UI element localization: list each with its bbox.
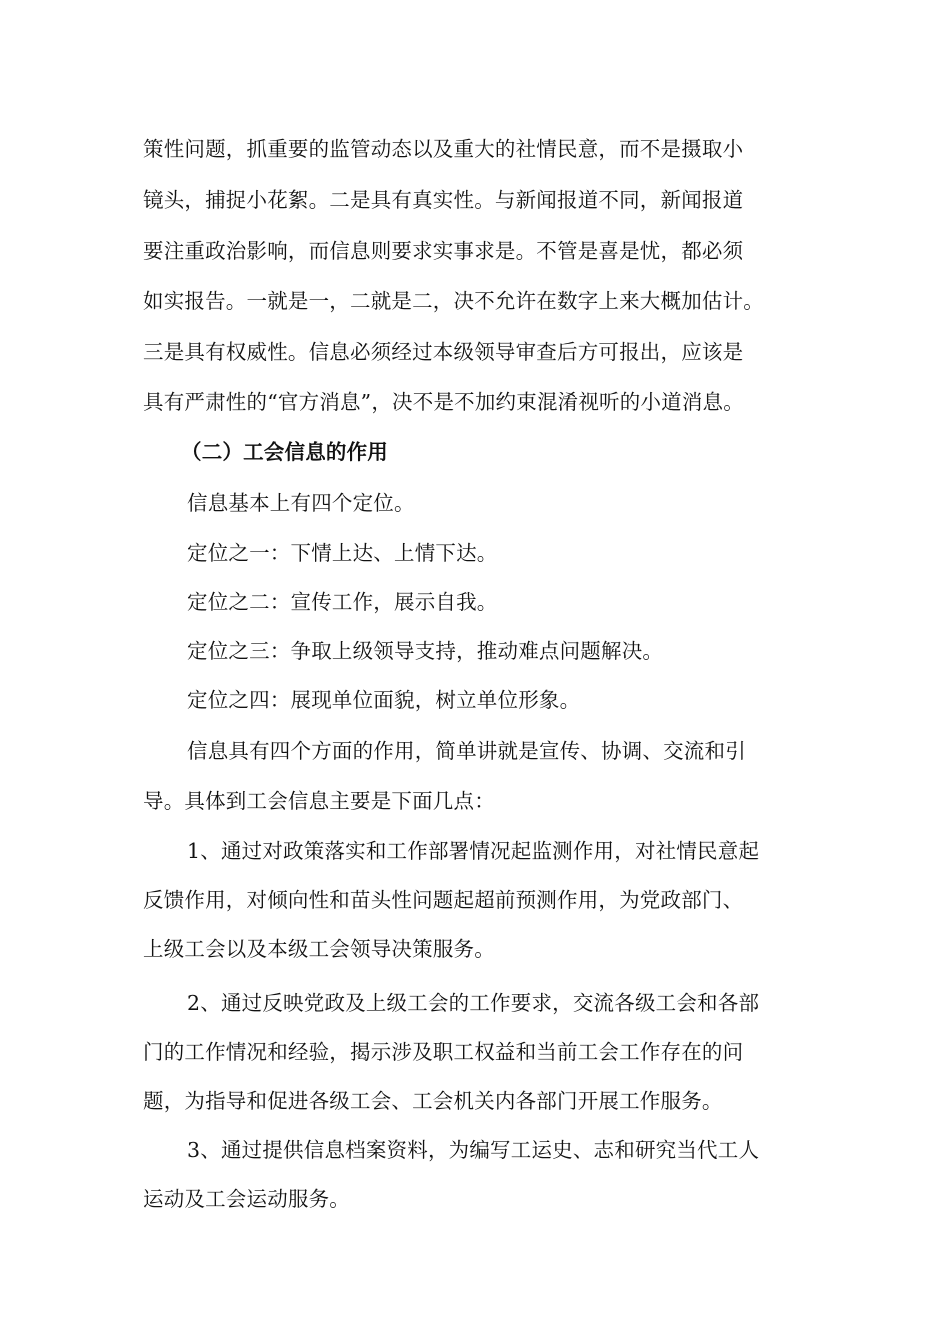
- numbered-item-line: 门的工作情况和经验，揭示涉及职工权益和当前工会工作存在的问: [143, 1040, 744, 1064]
- body-text-line: 信息基本上有四个定位。: [187, 491, 415, 515]
- positioning-item: 定位之一：下情上达、上情下达。: [187, 541, 498, 565]
- numbered-item-line: 题，为指导和促进各级工会、工会机关内各部门开展工作服务。: [143, 1089, 723, 1113]
- positioning-item: 定位之二：宣传工作，展示自我。: [187, 590, 498, 614]
- body-text-line: 三是具有权威性。信息必须经过本级领导审查后方可报出，应该是: [143, 340, 744, 364]
- positioning-item: 定位之四：展现单位面貌，树立单位形象。: [187, 688, 581, 712]
- body-text-line: 信息具有四个方面的作用，简单讲就是宣传、协调、交流和引: [187, 739, 746, 763]
- body-text-line: 策性问题，抓重要的监管动态以及重大的社情民意，而不是摄取小: [143, 137, 744, 161]
- positioning-item: 定位之三：争取上级领导支持，推动难点问题解决。: [187, 639, 664, 663]
- numbered-item-line: 2、通过反映党政及上级工会的工作要求，交流各级工会和各部: [187, 991, 760, 1015]
- body-text-line: 镜头，捕捉小花絮。二是具有真实性。与新闻报道不同，新闻报道: [143, 188, 744, 212]
- numbered-item-line: 1、通过对政策落实和工作部署情况起监测作用，对社情民意起: [187, 839, 760, 863]
- body-text-line: 具有严肃性的“官方消息”，决不是不加约束混淆视听的小道消息。: [143, 390, 744, 414]
- section-heading: （二）工会信息的作用: [181, 440, 388, 464]
- body-text-line: 如实报告。一就是一，二就是二，决不允许在数字上来大概加估计。: [143, 289, 764, 313]
- numbered-item-line: 反馈作用，对倾向性和苗头性问题起超前预测作用，为党政部门、: [143, 888, 744, 912]
- numbered-item-line: 运动及工会运动服务。: [143, 1187, 350, 1211]
- numbered-item-line: 上级工会以及本级工会领导决策服务。: [143, 937, 495, 961]
- body-text-line: 导。具体到工会信息主要是下面几点：: [143, 789, 495, 813]
- numbered-item-line: 3、通过提供信息档案资料，为编写工运史、志和研究当代工人: [187, 1138, 760, 1162]
- body-text-line: 要注重政治影响，而信息则要求实事求是。不管是喜是忧，都必须: [143, 239, 744, 263]
